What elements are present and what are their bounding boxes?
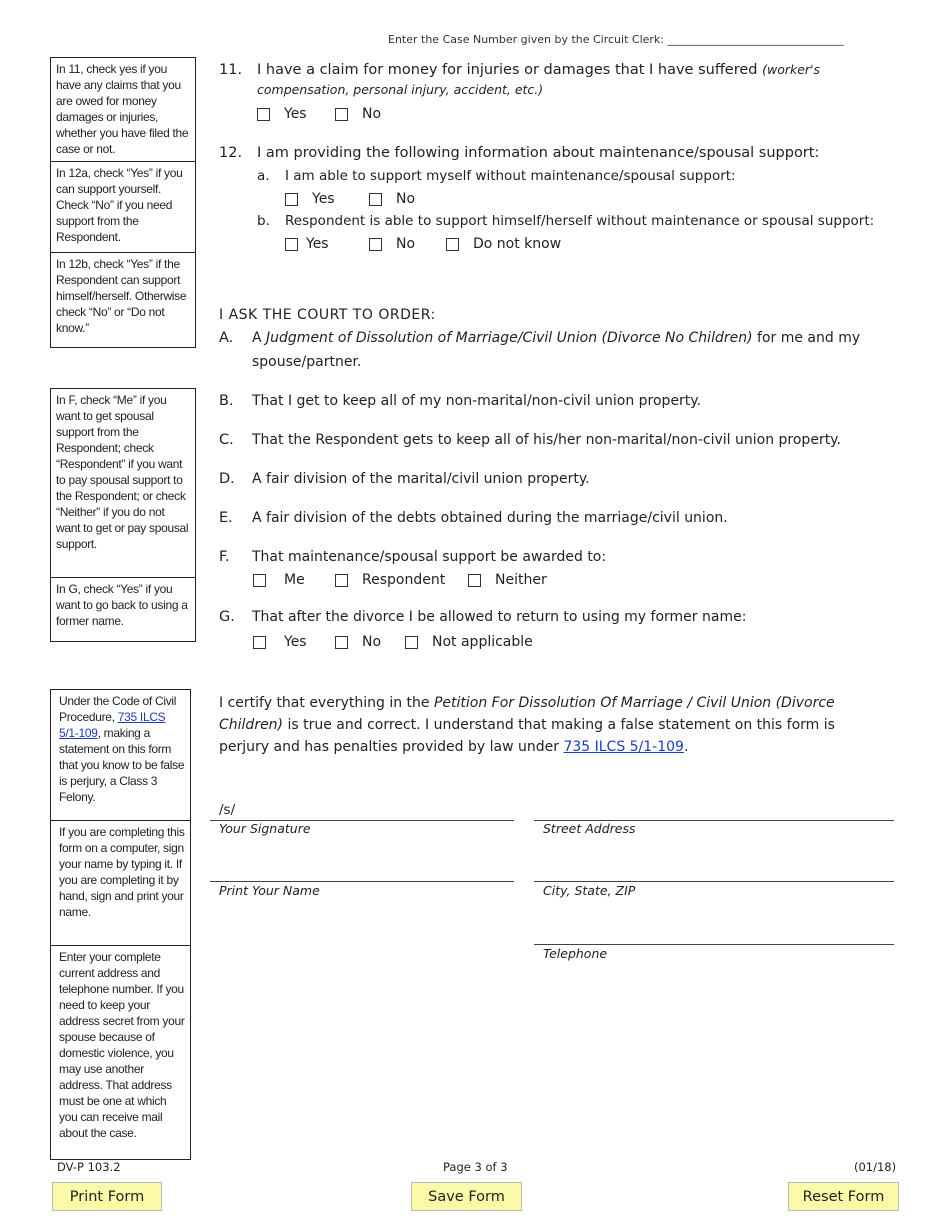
certify-l3-post: .: [683, 739, 689, 755]
order-g-text: That after the divorce I be allowed to return to using my former name:: [252, 609, 747, 625]
question-11-italic-line2: compensation, personal injury, accident, etc.): [257, 82, 544, 97]
instruction-note-perjury: [50, 689, 191, 821]
order-g-yes-label: Yes: [284, 634, 307, 650]
order-f-respondent-option[interactable]: [335, 572, 445, 588]
q12a-no-checkbox[interactable]: [369, 193, 382, 206]
q11-no-label: No: [362, 106, 382, 122]
q12a-yes-label: Yes: [312, 191, 335, 207]
certify-l2-post: is true and correct. I understand that making a false statement on this form is: [287, 717, 835, 733]
perjury-statute-link[interactable]: 735 ILCS 5/1-109: [59, 710, 166, 740]
signature-value[interactable]: /s/: [219, 802, 236, 818]
perjury-note-text-post: , making a statement on this form that you know to be false is perjury, a Class 3 Felony.: [59, 726, 185, 804]
reset-form-button[interactable]: Reset Form: [788, 1182, 899, 1211]
order-g-no-checkbox[interactable]: [335, 636, 348, 649]
q12b-dnk-option[interactable]: [446, 236, 561, 252]
certify-statute-link[interactable]: 735 ILCS 5/1-109: [563, 739, 684, 755]
certify-line-2: [219, 717, 835, 733]
order-g-no-option[interactable]: [335, 634, 381, 650]
city-state-zip-line[interactable]: [534, 881, 894, 882]
order-f-me-label: Me: [284, 572, 305, 588]
instruction-note-12a: In 12a, check “Yes” if you can support yourself. Check “No” if you need support from the Respondent.: [50, 161, 196, 253]
certify-l2-italic: Children): [219, 717, 284, 733]
order-g-na-checkbox[interactable]: [405, 636, 418, 649]
certify-l1-pre: I certify that everything in the: [219, 695, 430, 711]
question-12a-letter: a.: [257, 168, 270, 184]
question-12-number: 12.: [219, 145, 243, 161]
certify-line-3: [219, 739, 688, 755]
order-b-text: That I get to keep all of my non-marital/non-civil union property.: [252, 393, 702, 409]
instruction-note-g: In G, check “Yes” if you want to go back to using a former name.: [50, 577, 196, 642]
order-g-yes-checkbox[interactable]: [253, 636, 266, 649]
order-e-letter: E.: [219, 510, 233, 526]
order-a-post: for me and my: [757, 330, 861, 346]
order-f-respondent-label: Respondent: [362, 572, 446, 588]
order-a-text: [252, 330, 860, 346]
q12b-no-checkbox[interactable]: [369, 238, 382, 251]
q12b-no-label: No: [396, 236, 416, 252]
instruction-note-11: In 11, check yes if you have any claims that you are owed for money damages or injuries, whether you have filed the case or not.: [50, 57, 196, 162]
order-heading: I ASK THE COURT TO ORDER:: [219, 307, 436, 323]
q12b-dnk-checkbox[interactable]: [446, 238, 459, 251]
q12a-yes-checkbox[interactable]: [285, 193, 298, 206]
order-f-neither-option[interactable]: [468, 572, 547, 588]
order-f-me-option[interactable]: [253, 572, 305, 588]
order-f-text: That maintenance/spousal support be awarded to:: [252, 549, 607, 565]
question-12a-text: I am able to support myself without maintenance/spousal support:: [285, 168, 736, 184]
question-11-label: I have a claim for money for injuries or damages that I have suffered: [257, 62, 758, 78]
q12a-yes-option[interactable]: [285, 191, 335, 207]
instruction-note-sign: If you are completing this form on a computer, sign your name by typing it. If you are completing it by hand, sign and print your name.: [50, 820, 191, 946]
order-f-neither-label: Neither: [495, 572, 547, 588]
signature-label: Your Signature: [219, 821, 311, 836]
instruction-note-12b: In 12b, check “Yes” if the Respondent can support himself/herself. Otherwise check “No” or “Do not know.”: [50, 252, 196, 348]
order-g-letter: G.: [219, 609, 235, 625]
case-number-prompt: Enter the Case Number given by the Circuit Clerk: ________________________________: [388, 33, 844, 46]
save-form-button[interactable]: Save Form: [411, 1182, 522, 1211]
instruction-note-address: Enter your complete current address and telephone number. If you need to keep your address secret from your spouse because of domestic violence, you may use another address. That address must be one at which you can receive mail about the case.: [50, 945, 191, 1160]
order-g-na-label: Not applicable: [432, 634, 533, 650]
q11-no-option[interactable]: [335, 106, 381, 122]
q12b-yes-label: Yes: [306, 236, 329, 252]
order-d-text: A fair division of the marital/civil union property.: [252, 471, 590, 487]
order-a-pre: A: [252, 330, 262, 346]
order-c-text: That the Respondent gets to keep all of his/her non-marital/non-civil union property.: [252, 432, 841, 448]
certify-l1-italic: Petition For Dissolution Of Marriage / Civil Union (Divorce: [433, 695, 835, 711]
q12b-yes-option[interactable]: [285, 236, 329, 252]
question-11-number: 11.: [219, 62, 243, 78]
question-11-text: [257, 62, 820, 78]
print-form-button[interactable]: Print Form: [52, 1182, 162, 1211]
order-g-yes-option[interactable]: [253, 634, 307, 650]
order-a-letter: A.: [219, 330, 234, 346]
page-number: Page 3 of 3: [443, 1160, 508, 1174]
order-f-respondent-checkbox[interactable]: [335, 574, 348, 587]
q12b-yes-checkbox[interactable]: [285, 238, 298, 251]
q12b-no-option[interactable]: [369, 236, 415, 252]
telephone-label: Telephone: [543, 946, 608, 961]
q12b-dnk-label: Do not know: [473, 236, 562, 252]
order-f-letter: F.: [219, 549, 230, 565]
certify-l3-pre: perjury and has penalties provided by law under: [219, 739, 559, 755]
order-a-italic: Judgment of Dissolution of Marriage/Civil Union (Divorce No Children): [266, 330, 753, 346]
certify-line-1: [219, 695, 835, 711]
order-d-letter: D.: [219, 471, 235, 487]
order-b-letter: B.: [219, 393, 234, 409]
q11-no-checkbox[interactable]: [335, 108, 348, 121]
street-address-label: Street Address: [543, 821, 636, 836]
q11-yes-label: Yes: [284, 106, 307, 122]
revision-date: (01/18): [854, 1160, 897, 1174]
city-state-zip-label: City, State, ZIP: [543, 883, 636, 898]
q11-yes-option[interactable]: [257, 106, 307, 122]
print-name-label: Print Your Name: [219, 883, 320, 898]
q12a-no-option[interactable]: [369, 191, 415, 207]
instruction-note-f: In F, check “Me” if you want to get spousal support from the Respondent; check “Respondent” if you want to pay spousal support to the Respondent; or check “Neither” if you do not want to get or pay spousal support.: [50, 388, 196, 578]
order-f-neither-checkbox[interactable]: [468, 574, 481, 587]
question-11-italic: (worker's: [762, 62, 821, 77]
perjury-note-text: Under the Code of Civil Procedure,: [59, 694, 177, 724]
order-g-na-option[interactable]: [405, 634, 533, 650]
q12a-no-label: No: [396, 191, 416, 207]
order-g-no-label: No: [362, 634, 382, 650]
question-12b-text: Respondent is able to support himself/herself without maintenance or spousal support:: [285, 213, 875, 229]
telephone-line[interactable]: [534, 944, 894, 945]
order-c-letter: C.: [219, 432, 234, 448]
question-12b-letter: b.: [257, 213, 270, 229]
form-id: DV-P 103.2: [57, 1160, 121, 1174]
order-f-me-checkbox[interactable]: [253, 574, 266, 587]
question-12-text: I am providing the following information about maintenance/spousal support:: [257, 145, 820, 161]
order-a-line2: spouse/partner.: [252, 354, 362, 370]
q11-yes-checkbox[interactable]: [257, 108, 270, 121]
print-name-line[interactable]: [210, 881, 514, 882]
order-e-text: A fair division of the debts obtained during the marriage/civil union.: [252, 510, 728, 526]
